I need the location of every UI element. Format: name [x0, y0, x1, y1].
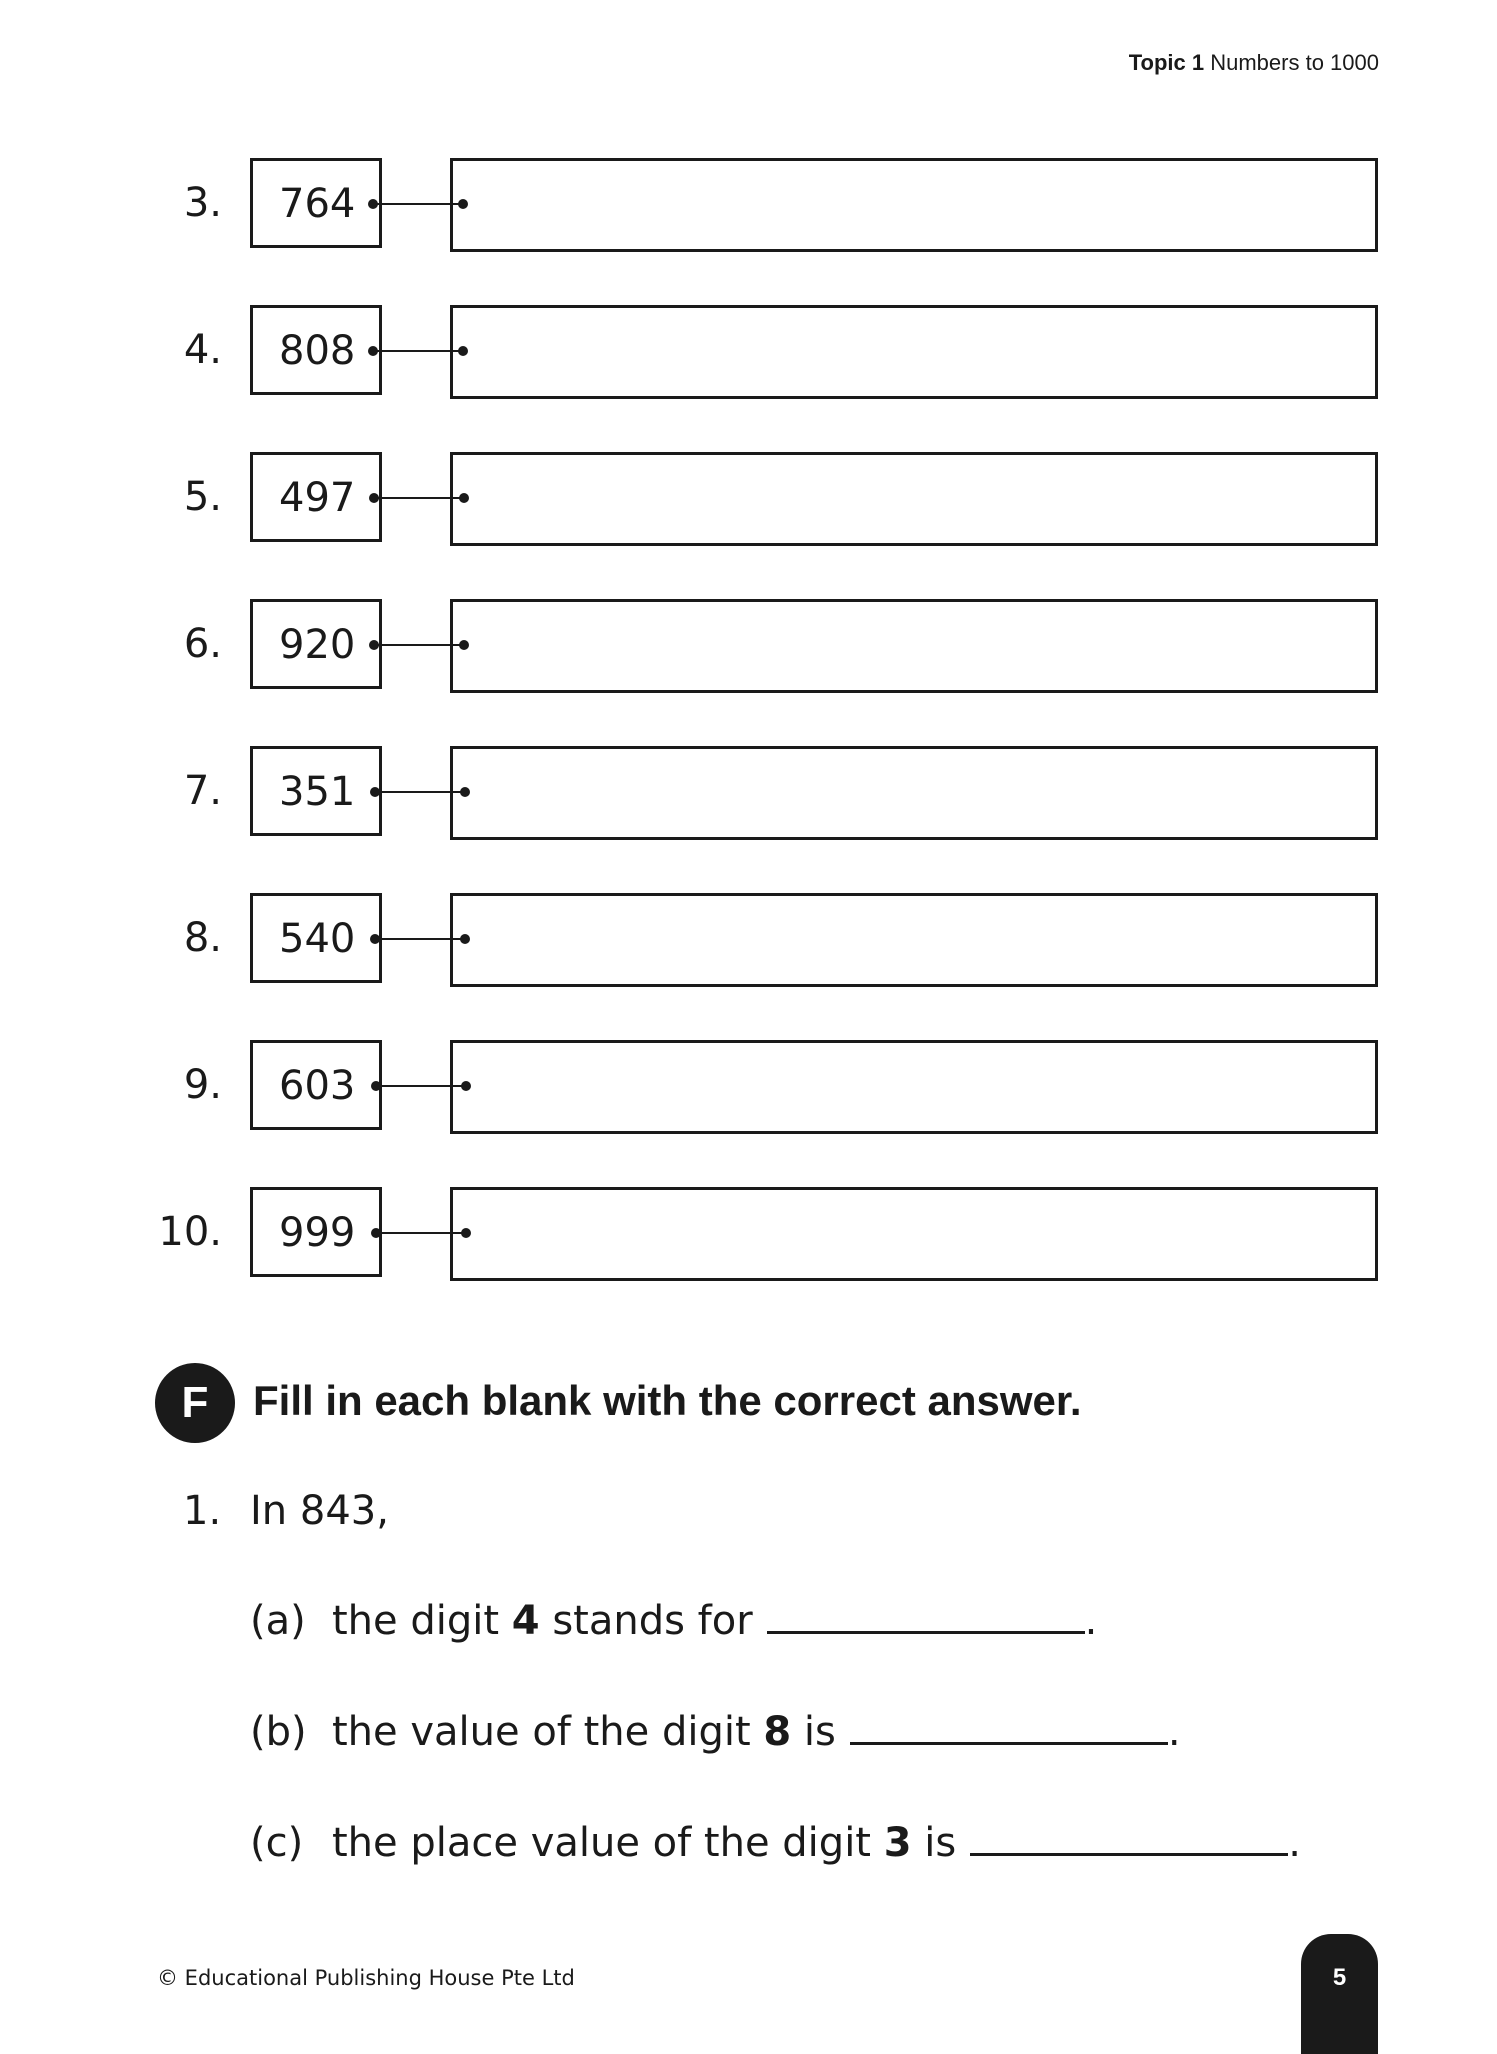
sub-question-a — [250, 1598, 1097, 1644]
matching-row — [0, 158, 1497, 254]
matching-row — [0, 1187, 1497, 1283]
sub-question-label: (c) — [250, 1820, 304, 1866]
matching-row — [0, 1040, 1497, 1136]
number-box — [250, 305, 382, 395]
sentence-period: . — [1084, 1598, 1098, 1644]
highlighted-digit: 4 — [511, 1598, 540, 1644]
question-number: 5. — [183, 474, 222, 520]
sub-question-text: the digit — [332, 1598, 512, 1644]
answer-blank[interactable] — [767, 1627, 1085, 1634]
question-stem: In 843, — [250, 1488, 389, 1534]
sentence-period: . — [1288, 1820, 1301, 1866]
number-box — [250, 746, 382, 836]
matching-row — [0, 893, 1497, 989]
question-number: 6. — [183, 621, 222, 667]
question-number: 7. — [183, 768, 222, 814]
page-number-tab — [1301, 1934, 1378, 2054]
number-box — [250, 1040, 382, 1130]
answer-box[interactable] — [450, 1040, 1378, 1134]
matching-row — [0, 599, 1497, 695]
question-number: 3. — [183, 180, 222, 226]
answer-box[interactable] — [450, 305, 1378, 399]
sub-question-label: (a) — [250, 1598, 306, 1644]
number-value: 603 — [279, 1063, 356, 1109]
sub-question-text-end: is — [911, 1820, 957, 1866]
sub-question-label: (b) — [250, 1709, 307, 1755]
section-letter-badge: F — [155, 1363, 235, 1443]
question-number: 10. — [158, 1209, 222, 1255]
number-value: 920 — [279, 622, 356, 668]
answer-box[interactable] — [450, 599, 1378, 693]
question-number: 9. — [183, 1062, 222, 1108]
answer-box[interactable] — [450, 452, 1378, 546]
section-instruction: Fill in each blank with the correct answer. — [253, 1377, 1082, 1424]
answer-box[interactable] — [450, 893, 1378, 987]
sentence-period: . — [1167, 1709, 1181, 1755]
number-value: 999 — [279, 1210, 356, 1256]
question-number: 4. — [183, 327, 222, 373]
question-number: 8. — [183, 915, 222, 961]
number-box — [250, 893, 382, 983]
copyright-notice: © Educational Publishing House Pte Ltd — [157, 1966, 575, 1990]
number-value: 540 — [279, 916, 356, 962]
sub-question-text-end: stands for — [539, 1598, 753, 1644]
question-number: 1. — [183, 1488, 222, 1534]
matching-row — [0, 305, 1497, 401]
number-value: 808 — [279, 328, 356, 374]
highlighted-digit: 3 — [883, 1820, 912, 1866]
number-box — [250, 599, 382, 689]
page-header — [1129, 50, 1379, 76]
number-value: 764 — [279, 181, 356, 227]
matching-row — [0, 452, 1497, 548]
matching-row — [0, 746, 1497, 842]
answer-blank[interactable] — [850, 1738, 1168, 1745]
number-box — [250, 1187, 382, 1277]
answer-box[interactable] — [450, 158, 1378, 252]
topic-label: Topic — [1128, 50, 1186, 75]
answer-blank[interactable] — [970, 1849, 1288, 1856]
sub-question-text-end: is — [791, 1709, 836, 1755]
sub-question-c — [250, 1820, 1301, 1866]
sub-question-text: the place value of the digit — [332, 1820, 884, 1866]
topic-number: 1 — [1191, 50, 1205, 75]
sub-question-text: the value of the digit — [332, 1709, 764, 1755]
sub-question-b — [250, 1709, 1181, 1755]
topic-title: Numbers to 1000 — [1210, 50, 1379, 75]
number-value: 497 — [279, 475, 356, 521]
number-box — [250, 452, 382, 542]
number-value: 351 — [279, 769, 356, 815]
page-number: 5 — [1332, 1964, 1347, 1991]
number-box — [250, 158, 382, 248]
answer-box[interactable] — [450, 1187, 1378, 1281]
question-1-stem — [183, 1488, 389, 1534]
answer-box[interactable] — [450, 746, 1378, 840]
highlighted-digit: 8 — [763, 1709, 792, 1755]
